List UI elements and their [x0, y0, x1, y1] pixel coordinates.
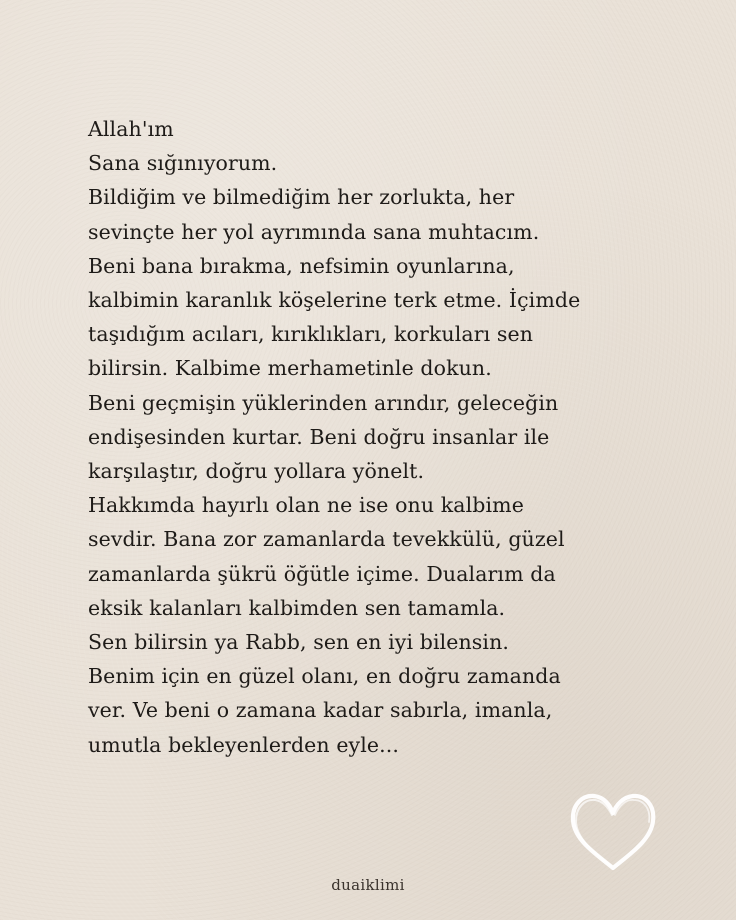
prayer-line: Hakkımda hayırlı olan ne ise onu kalbime — [88, 493, 524, 518]
prayer-line: eksik kalanları kalbimden sen tamamla. — [88, 595, 506, 620]
prayer-line: Bildiğim ve bilmediğim her zorlukta, her — [88, 185, 515, 210]
prayer-line: karşılaştır, doğru yollara yönelt. — [88, 459, 425, 484]
prayer-line: Beni bana bırakma, nefsimin oyunlarına, — [88, 253, 515, 278]
prayer-line: endişesinden kurtar. Beni doğru insanlar ile — [88, 424, 550, 449]
prayer-line: umutla bekleyenlerden eyle... — [88, 732, 399, 757]
prayer-text — [88, 112, 708, 762]
prayer-line: sevinçte her yol ayrımında sana muhtacım. — [88, 219, 540, 244]
signature: duaiklimi — [331, 876, 405, 894]
prayer-line: sevdir. Bana zor zamanlarda tevekkülü, güzel — [88, 527, 565, 552]
prayer-line: ver. Ve beni o zamana kadar sabırla, imanla, — [88, 698, 553, 723]
prayer-line: Sana sığınıyorum. — [88, 151, 278, 176]
prayer-line: Allah'ım — [88, 117, 174, 141]
heart-outline-icon — [566, 788, 660, 874]
prayer-line: bilirsin. Kalbime merhametinle dokun. — [88, 356, 492, 381]
prayer-line: kalbimin karanlık köşelerine terk etme. İçimde — [88, 288, 581, 313]
prayer-line: zamanlarda şükrü öğütle içime. Dualarım da — [88, 561, 556, 586]
prayer-line: Beni geçmişin yüklerinden arındır, geleceğin — [88, 390, 559, 415]
prayer-line: taşıdığım acıları, kırıklıkları, korkuları sen — [88, 322, 534, 347]
prayer-line: Sen bilirsin ya Rabb, sen en iyi bilensin. — [88, 630, 510, 655]
prayer-line: Benim için en güzel olanı, en doğru zamanda — [88, 664, 561, 689]
